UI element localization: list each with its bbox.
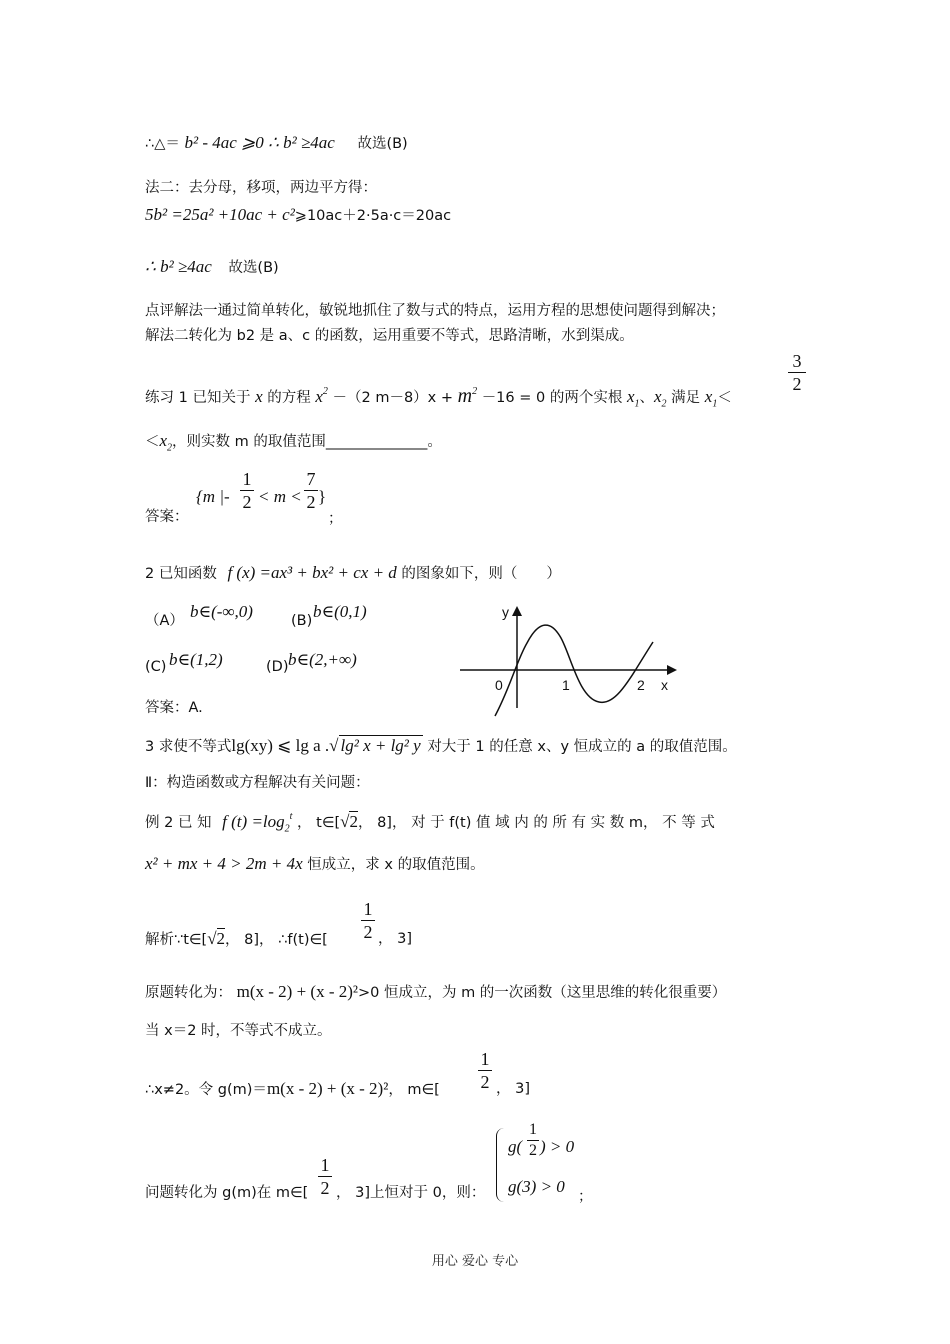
inequality-suffix: 恒成立，求 x 的取值范围。 (307, 857, 485, 873)
line-3 (145, 206, 451, 224)
root-x2: $x_2$ (654, 387, 667, 410)
method-two-heading: 法二：去分母，移项，两边平方得： (145, 180, 377, 196)
question-2-prefix: 2 已知函数 (145, 566, 217, 582)
final-semicolon: ； (578, 1189, 593, 1205)
numerator: 1 (363, 899, 373, 919)
less-than-2: ＜ (145, 434, 160, 450)
option-a-expr (190, 603, 253, 621)
g-definition-prefix: ∴x≠2。令 g(m)＝ (145, 1082, 267, 1098)
page-footer: 用心 爱心 专心 (431, 1254, 519, 1269)
option-b-interval: b∈(0,1) (313, 602, 367, 621)
tick-label-2: 2 (637, 677, 645, 693)
root-x2-b: $x_2$ (159, 431, 173, 454)
range-blank-text: ，则实数 m 的取值范围______________。 (172, 434, 442, 450)
log-inequality: lg(xy) ⩽ lg a . (231, 736, 330, 755)
log-exponent: t (289, 811, 293, 822)
answer-1-semicolon: ； (328, 511, 343, 527)
conversion-suffix: >0 恒成立，为 m 的一次函数（这里思维的转化很重要） (357, 985, 727, 1001)
conversion-prefix: 原题转化为： (145, 985, 232, 1001)
solution-range-end: ， 3] (378, 931, 412, 947)
g-domain-end: ， 3] (496, 1081, 530, 1097)
fraction-bar (527, 1140, 539, 1141)
option-a-interval: b∈(-∞,0) (190, 602, 253, 621)
question-2-line (145, 564, 561, 582)
sqrt-two: 2 (349, 812, 358, 831)
sqrt-two: 2 (216, 929, 226, 948)
m-squared: $m^2$ (457, 385, 478, 407)
solution-line (145, 930, 328, 948)
equation-word: 的方程 (267, 390, 311, 406)
fraction-half-final (318, 1156, 332, 1197)
denominator: 2 (306, 492, 316, 512)
exercise-1-line-2 (145, 432, 442, 453)
numerator: 1 (480, 1049, 490, 1069)
discriminant-expr: b² - 4ac ⩾0 ∴ b² ≥4ac (184, 133, 335, 152)
question-3-suffix: 对大于 1 的任意 x、y 恒成立的 a 的取值范围。 (427, 739, 737, 755)
exercise-1-line (145, 386, 732, 409)
answer-2: 答案：A. (145, 700, 203, 716)
option-c-interval: b∈(1,2) (169, 650, 223, 669)
g-definition-line (145, 1080, 440, 1098)
system-eq-2 (508, 1178, 565, 1196)
example-2-line (145, 812, 715, 834)
system-eq-1-start: g( (508, 1137, 523, 1156)
answer-set-middle: < m < (258, 487, 302, 506)
solution-prefix: 解析∵t∈[ (145, 932, 208, 948)
final-suffix: ， 3]上恒对于 0，则： (336, 1185, 486, 1201)
sqrt-sign: √ (340, 812, 350, 831)
system-eq-2-text: g(3) > 0 (508, 1177, 565, 1196)
linear-in-m-expr: m(x - 2) + (x - 2)² (236, 982, 358, 1001)
option-d-expr (288, 651, 357, 669)
option-d-label: (D) (266, 659, 289, 675)
y-axis-arrow (512, 606, 522, 616)
fraction-bar (318, 1176, 332, 1177)
tick-label-1: 1 (562, 677, 570, 693)
var-x: x (255, 387, 263, 406)
inequality-line (145, 855, 485, 873)
numerator: 3 (792, 351, 802, 371)
log-base: 2 (284, 823, 290, 835)
satisfy-word: 满足 (671, 390, 701, 406)
denominator: 2 (363, 922, 373, 942)
fraction-seven-halves (304, 470, 318, 511)
log-function (222, 811, 293, 835)
less-than: ＜ (717, 390, 732, 406)
fraction-three-halves (788, 352, 806, 393)
option-d-interval: b∈(2,+∞) (288, 650, 357, 669)
fraction-half-answer (240, 470, 254, 511)
fraction-half-solution (361, 900, 375, 941)
squared-expr: 5b² =25a² +10ac + c² (145, 205, 295, 224)
log-function-text: f (t) =log (222, 812, 285, 831)
denominator: 2 (792, 374, 802, 394)
numerator: 7 (306, 469, 316, 489)
sqrt-radicand: lg² x + lg² y (340, 736, 421, 755)
separator: 、 (639, 390, 654, 406)
x-equals-2-line: 当 x＝2 时，不等式不成立。 (145, 1023, 332, 1039)
fraction-bar (478, 1070, 492, 1071)
x-squared: $x^2$ (315, 386, 328, 406)
line-4 (145, 258, 279, 276)
answer-1-expr (196, 488, 230, 506)
comment-line-2: 解法二转化为 b2 是 a、c 的函数，运用重要不等式，思路清晰，水到渠成。 (145, 328, 634, 344)
denominator: 2 (320, 1178, 330, 1198)
root-x1-b: $x_1$ (704, 387, 718, 410)
conclusion-expr: ∴ b² ≥4ac (145, 257, 212, 276)
denominator: 2 (242, 492, 252, 512)
x-axis-label: x (661, 677, 668, 693)
cubic-graph (455, 598, 685, 723)
fraction-half-g (478, 1050, 492, 1091)
x-axis-arrow (667, 665, 677, 675)
section-2-heading: Ⅱ：构造函数或方程解决有关问题： (145, 775, 370, 791)
exercise-1-prefix: 练习 1 已知关于 (145, 390, 251, 406)
root-x1: $x_1$ (626, 387, 640, 410)
system-eq-1-rest: ) > 0 (540, 1137, 575, 1156)
cubic-function: f (x) =ax³ + bx² + cx + d (227, 563, 397, 582)
system-eq-1 (508, 1138, 522, 1156)
fraction-bar (304, 490, 318, 491)
numerator: 1 (529, 1121, 537, 1138)
g-domain-start: ， m∈[ (388, 1082, 440, 1098)
example-2-rest: ， 8]， 对 于 f(t) 值 域 内 的 所 有 实 数 m， 不 等 式 (357, 815, 715, 831)
denominator: 2 (480, 1072, 490, 1092)
numerator: 1 (320, 1155, 330, 1175)
question-3-line (145, 737, 737, 755)
inequality-chain: ⩾10ac＋2·5a·c＝20ac (294, 208, 452, 224)
close-brace: } (318, 487, 327, 506)
answer-1-close (318, 488, 326, 506)
fraction-bar (240, 490, 254, 491)
conversion-line (145, 983, 726, 1001)
sqrt-sign: √ (207, 929, 217, 948)
fraction-bar (361, 920, 375, 921)
example-2-prefix: 例 2 已 知 (145, 815, 212, 831)
sqrt-sign: √ (329, 736, 339, 755)
answer-1-label: 答案： (145, 509, 189, 525)
final-prefix: 问题转化为 g(m)在 m∈[ (145, 1185, 309, 1201)
option-b-expr (313, 603, 367, 621)
quadratic-inequality: x² + mx + 4 > 2m + 4x (145, 854, 303, 873)
choice-text-2: 故选(B) (228, 260, 279, 276)
option-c-expr (169, 651, 223, 669)
solution-range-start: ， 8]， ∴f(t)∈[ (225, 932, 328, 948)
tick-label-0: 0 (495, 677, 503, 693)
option-c-label: (C) (145, 659, 167, 675)
denominator: 2 (529, 1142, 537, 1159)
line-1 (145, 134, 408, 152)
answer-set-start: {m |- (196, 487, 230, 506)
g-expr: m(x - 2) + (x - 2)² (266, 1079, 389, 1098)
therefore-delta: ∴△＝ (145, 136, 180, 152)
system-eq-1-end (540, 1138, 574, 1156)
equation-middle: －（2 m－8）x + (332, 390, 454, 406)
fraction-half-system (527, 1122, 539, 1159)
final-line (145, 1186, 308, 1201)
option-b-label: (B) (291, 613, 313, 629)
choice-text: 故选(B) (357, 136, 408, 152)
equation-tail: －16 = 0 的两个实根 (481, 390, 623, 406)
question-3-prefix: 3 求使不等式 (145, 739, 232, 755)
question-2-suffix: 的图象如下，则（ ） (401, 566, 561, 582)
numerator: 1 (242, 469, 252, 489)
answer-1-mid (258, 488, 302, 506)
option-a-label: （A） (145, 613, 184, 629)
example-2-domain-start: ， t∈[ (297, 815, 341, 831)
comment-line-1: 点评解法一通过简单转化，敏锐地抓住了数与式的特点，运用方程的思想使问题得到解决； (145, 303, 725, 319)
fraction-bar (788, 372, 806, 373)
y-axis-label: y (502, 604, 509, 620)
system-brace (496, 1128, 507, 1202)
